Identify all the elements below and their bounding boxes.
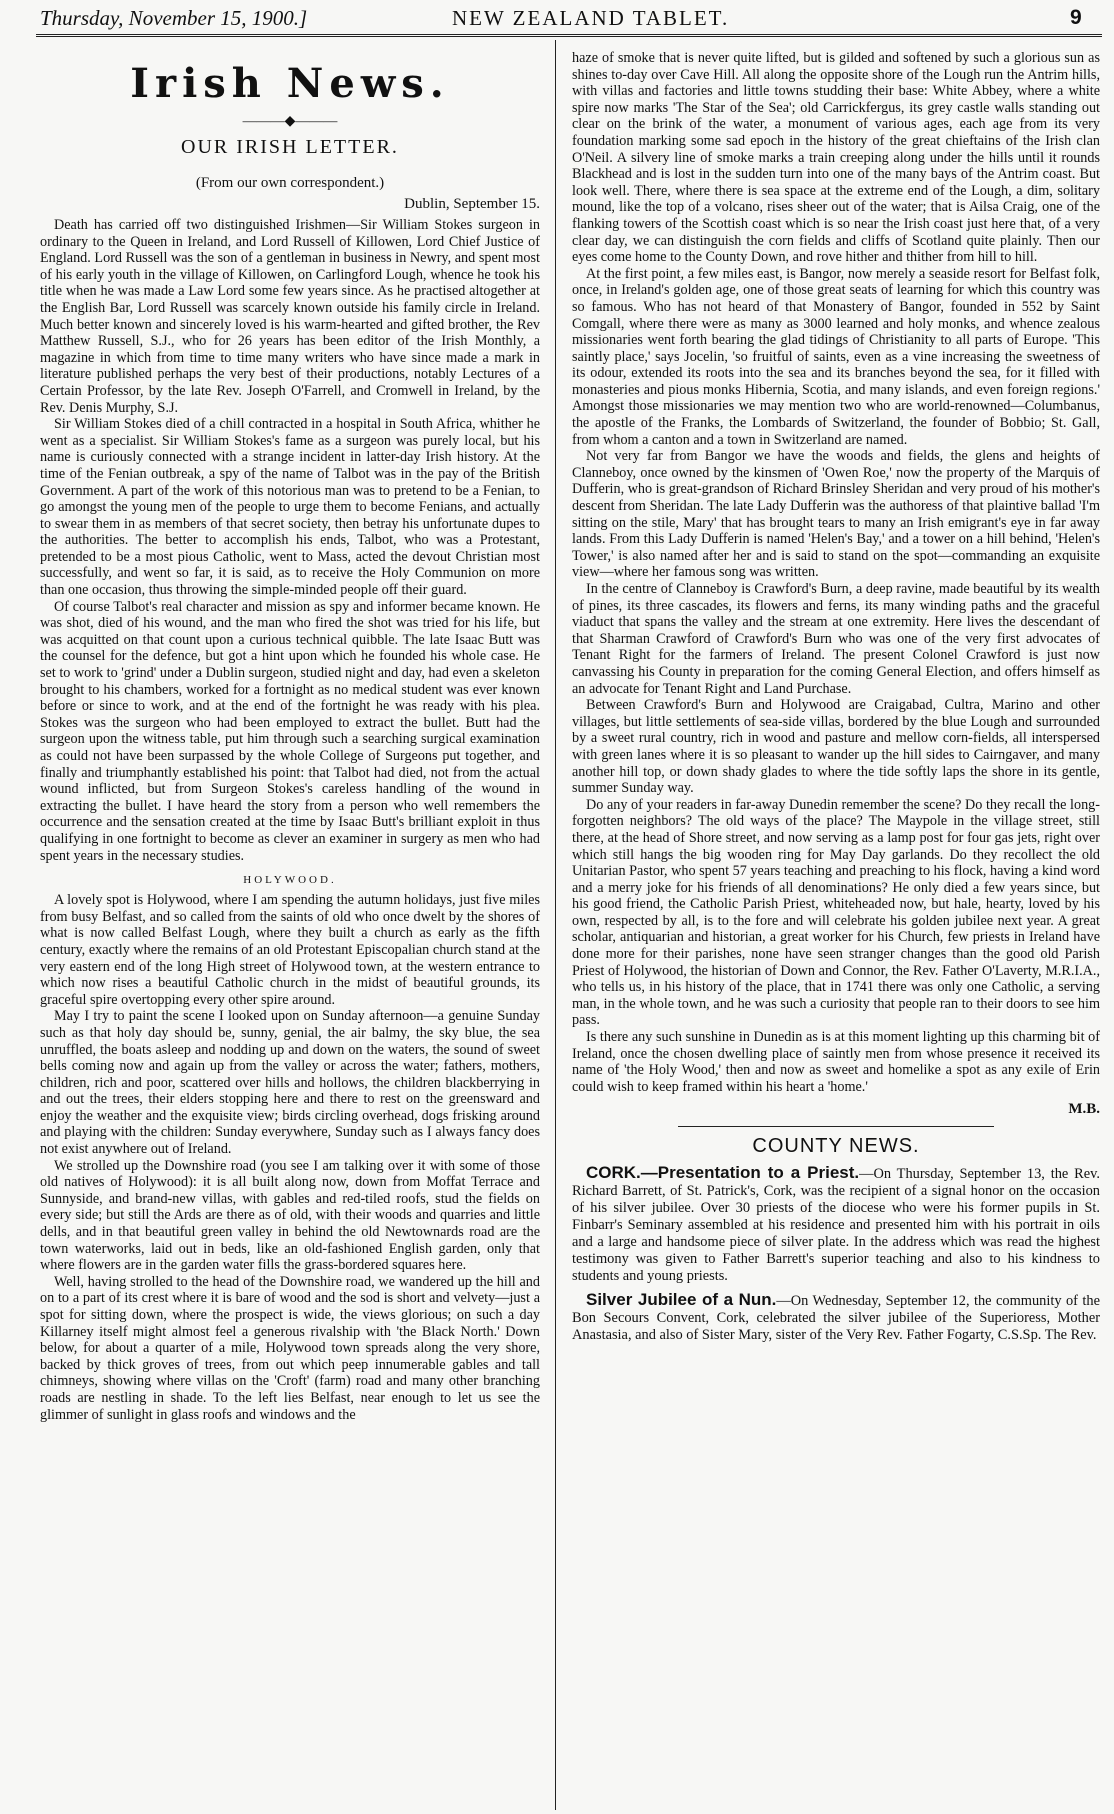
paragraph: We strolled up the Downshire road (you see I am talking over it with some of those old natives of Holywood): it is all built along now, down from Moffat Terrace and Sunnyside, and brand-new villas, with gables and red-tiled roofs, stud the fields on every side; but still the Ards are there as of old, with their woods and quarries and little dells, and in that beautiful green valley in behind the old Newtownards road are the town waterworks, laid out in beds, like an old-fashioned English garden, only that where flowers are in the garden water fills the grass-bordered squares here. (40, 1157, 540, 1274)
header-rule (36, 34, 1102, 37)
news-item (572, 1164, 1100, 1285)
news-item-title: CORK.—Presentation to a Priest. (586, 1163, 860, 1183)
news-item-title: Silver Jubilee of a Nun. (586, 1290, 777, 1310)
column-divider (555, 40, 556, 1810)
paragraph: Death has carried off two distinguished Irishmen—Sir William Stokes surgeon in ordinary to the Queen in Ireland, and Lord Russell of Killowen, Lord Chief Justice of England. Lord Russell was the son of a gentleman in business in Newry, and spent most of his early youth in the village of Killowen, on Carlingford Lough, whence he took his title when he was made a Law Lord some few years since. As he practised altogether at the English Bar, Lord Russell was scarcely known outside his family circle in Ireland. Much better known and sincerely loved is his warm-hearted and gifted brother, the Rev Matthew Russell, S.J., who for 26 years has been editor of the Irish Monthly, a magazine in which from time to time many writers who have since made a mark in literature published perhaps the very best of their productions, notably Lectures of a Certain Professor, by the late Rev. Joseph O'Farrell, and Cromwell in Ireland, by the Rev. Denis Murphy, S.J. (40, 217, 540, 416)
paragraph: Well, having strolled to the head of the Downshire road, we wandered up the hill and on to a part of its crest where it is bare of wood and the sod is short and velvety—just a spot for sitting down, where the prospect is wide, the views glorious; on such a day Killarney itself might almost feel a generous rivalship with 'the Black North.' Down below, for about a quarter of a mile, Holywood town spreads along the very shore, backed by thick groves of trees, from out which peep innumerable gables and tall chimneys, showing where villas on the 'Croft' (farm) road and many other branching roads are nestling in shade. To the left lies Belfast, near enough to let us see the glimmer of sunlight in glass roofs and windows and the (40, 1273, 540, 1423)
article-dateline: Dublin, September 15. (404, 196, 540, 212)
paragraph: At the first point, a few miles east, is Bangor, now merely a seaside resort for Belfast folk, once, in Ireland's golden age, one of those great seats of learning for which this country was so famous. Who has not heard of that Monastery of Bangor, founded in 552 by Saint Comgall, where there were as many as 3000 learned and holy monks, and whence zealous missionaries went forth bearing the glad tidings of Christianity to all parts of Europe. 'This saintly place,' says Jocelin, 'so fruitful of saints, even as a vine increasing the sweetness of its odour, extended its roots into the sea and its branches beyond the sea, for it filled with monasteries and pious monks Hibernia, Scotia, and many islands, and even foreign regions.' Amongst those missionaries we may mention two who are world-renowned—Columbanus, the apostle of the Franks, the Lombards of Switzerland, the founder of Bobbio; St. Gall, from whom a canton and a town in Switzerland are named. (572, 265, 1100, 448)
paragraph: A lovely spot is Holywood, where I am spending the autumn holidays, just five miles from busy Belfast, and so called from the saints of old who once dwelt by the shores of what is now called Belfast Lough, where they built a church as early as the fifth century, exactly where the remains of an old Protestant Episcopalian church stand at the very eastern end of the long High street of Holywood town, at the western entrance to which now rises a beautiful Catholic church in the midst of beautiful grounds, its graceful spire overtopping every other spire around. (40, 892, 540, 1008)
paragraph: Sir William Stokes died of a chill contracted in a hospital in South Africa, whither he went as a specialist. Sir William Stokes's fame as a surgeon was purely local, but his name is curiously connected with a strange incident in latter-day Irish history. At the time of the Fenian outbreak, a spy of the name of Talbot was in the pay of the British Government. A part of the work of this notorious man was to pretend to be a Fenian, to go amongst the young men of the people to urge them to become Fenians, and actually to swear them in as members of that secret society, then betray his unfortunate dupes to the authorities. The better to accomplish his ends, Talbot, who was a Protestant, pretended to be a most pious Catholic, went to Mass, acted the devout Christian most successfully, and went so far, it is said, as to receive the Holy Communion on more than one occasion, thus throwing the simple-minded people off their guard. (40, 416, 540, 599)
news-item-text: —On Wednesday, September 12, the community of the Bon Secours Convent, Cork, celebrated the silver jubilee of the Superioress, Mother Anastasia, and also of Sister Mary, sister of the Very Rev. Father Fogarty, C.S.Sp. The Rev. (572, 1293, 1100, 1344)
author-signature: M.B. (1068, 1101, 1100, 1118)
paragraph: Between Crawford's Burn and Holywood are Craigabad, Cultra, Marino and other villages, but little settlements of sea-side villas, bordered by the blue Lough and surrounded by a sweet rural country, rich in wood and pasture and mellow corn-fields, all interspersed with green lanes where it is so pleasant to wander up the hill sides to Cairngaver, and many another hill top, or down shady glades to where the tide softly laps the shore in its gentle, summer Sunday way. (572, 697, 1100, 797)
county-news-heading: COUNTY NEWS. (752, 1135, 920, 1158)
article-source: (From our own correspondent.) (195, 175, 385, 191)
paragraph: In the centre of Clanneboy is Crawford's Burn, a deep ravine, made beautiful by its wealth of pines, its three cascades, its flowers and ferns, its many winding paths and the graceful viaduct that spans the valley and the stream at one extremity. Here lives the descendant of that Sharman Crawford of Crawford's Burn who was one of the very first advocates of Tenant Right for the farmers of Ireland. The present Colonel Crawford is just now canvassing his County in preparation for the coming General Election, and offers himself as an advocate for Tenant Right and Land Purchase. (572, 581, 1100, 697)
article-subhead: OUR IRISH LETTER. (181, 136, 399, 158)
page-number: 9 (1070, 6, 1082, 29)
paragraph: Of course Talbot's real character and mission as spy and informer became known. He was shot, died of his wound, and the man who fired the shot was tried for his life, but was acquitted on that count upon a curious technical quibble. The late Isaac Butt was the counsel for the defence, but got a hint upon which he founded his whole case. He set to work to 'grind' under a Dublin surgeon, studied night and day, had even a skeleton brought to his chambers, worked for a fortnight as no medical student was ever known before or since to work, and at the end of the fortnight he was ready with his plea. Stokes was the surgeon who had been employed to extract the bullet. Butt had the surgeon upon the witness table, put him through such a searching surgical examination as could not have been surpassed by the whole College of Surgeons put together, and finally and triumphantly established his point: that Talbot had died, not from the actual wound inflicted, but from Surgeon Stokes's careless handling of the wound in extracting the bullet. I have heard the story from a person who well remembers the occurrence and the sensation created at the time by Isaac Butt's brilliant exploit in thus qualifying in one fortnight to become as clever an examiner in surgery as men who had spent years in the necessary studies. (40, 598, 540, 864)
paragraph: Not very far from Bangor we have the woods and fields, the glens and heights of Clanneboy, once owned by the kinsmen of 'Owen Roe,' now the property of the Marquis of Dufferin, who is great-grandson of Richard Brinsley Sheridan and very proud of his mother's descent from Sheridan. The late Lady Dufferin was the authoress of that plaintive ballad 'I'm sitting on the stile, Mary' that has brought tears to many an Irish emigrant's eye in far away lands. From this Lady Dufferin is named 'Helen's Bay,' and a tower on a hill behind, 'Helen's Tower,' is also named after her and is said to stand on the spot—commanding an exquisite view—where her famous song was written. (572, 448, 1100, 581)
issue-date: Thursday, November 15, 1900.] (40, 6, 308, 30)
left-column (40, 50, 540, 1810)
section-masthead: Irish News. (130, 60, 450, 107)
newspaper-title: NEW ZEALAND TABLET. (452, 6, 730, 30)
paragraph-continued: haze of smoke that is never quite lifted, but is gilded and softened by such a glorious sun as shines to-day over Cave Hill. All along the opposite shore of the Lough run the Antrim hills, with villas and factories and little towns studding their base: White Abbey, where a white spire now marks 'The Star of the Sea'; old Carrickfergus, its grey castle walls standing out clear on the brink of the water, a monument of various ages, each age from its very foundation marking some sad epoch in the history of the great chieftains of the Irish clan O'Neil. A silvery line of smoke marks a train creeping along under the hills until it rounds Blackhead and is lost in the sudden turn into one of the many bays of the Antrim coast. But look well. There, where there is sea space at the extreme end of the Lough, a dim, solitary mound, like the top of a volcano, rises sheer out of the water; that is Ailsa Craig, one of the flanking towers of the Scottish coast which is so near the Irish coast just here that, of a very clear day, we can distinguish the corn fields and cliffs of Scotland quite plainly. Then our eyes come home to the County Down, and rove hither and thither from hill to hill. (572, 50, 1100, 266)
ornament-divider: ———◆——— (242, 114, 338, 129)
subsection-heading: HOLYWOOD. (243, 874, 337, 887)
paragraph: Do any of your readers in far-away Dunedin remember the scene? Do they recall the long-forgotten neighbors? The old ways of the place? The Maypole in the village street, still there, at the head of Shore street, and now serving as a lamp post for four gas jets, right over which still hangs the big wooden ring for May Day garlands. Do they recollect the old Unitarian Pastor, who spent 57 years teaching and preaching to his flock, having a kind word and a merry joke for his friends of all denominations? He only died a few years since, but his good friend, the Catholic Parish Priest, whiteheaded now, but hale, hearty, loved by his own, respected by all, is to the fore and will celebrate his golden jubilee next year. A great scholar, antiquarian and historian, a great worker for his Church, few priests in Ireland have done more for their parishes, none have seen stranger changes than the good old Parish Priest of Holywood, the historian of Down and Connor, the Rev. Father O'Laverty, M.R.I.A., who tells us, in his history of the place, that in 1741 there was only one Catholic, a serving man, in the whole town, and he was such a curiosity that people ran to their doors to see him pass. (572, 796, 1100, 1029)
paragraph: May I try to paint the scene I looked upon on Sunday afternoon—a genuine Sunday such as that holy day should be, sunny, genial, the air balmy, the sky blue, the sea unruffled, the boats asleep and nodding up and down on the waters, the sound of sweet bells coming now and again up from the valley or across the water; fathers, mothers, children, rich and poor, scattered over hills and hollows, the children blackberrying in and out the trees, their elders stopping here and there to rest on the greensward and enjoy the weather and the exquisite view; birds circling overhead, dogs frisking around and playing with the children: Sunday everywhere, Sunday such as I always fancy does not exist anywhere out of Ireland. (40, 1008, 540, 1158)
news-item-text: —On Thursday, September 13, the Rev. Richard Barrett, of St. Patrick's, Cork, was the recipient of a signal honor on the occasion of his silver jubilee. Over 30 priests of the diocese who were his former pupils in St. Finbarr's Seminary assembled at his residence and presented him with his portrait in oils and a large and handsome piece of silver plate. In the address which was read the highest testimony was given to Father Barrett's superior teaching and also to his kindness to students and young priests. (572, 1166, 1100, 1285)
section-rule (678, 1126, 995, 1127)
news-item (572, 1291, 1100, 1344)
paragraph: Is there any such sunshine in Dunedin as is at this moment lighting up this charming bit of Ireland, once the chosen dwelling place of saintly men from whose presence it received its name of 'the Holy Wood,' then and now as sweet and homelike a spot as any exile of Erin could wish to keep framed within his heart a 'home.' (572, 1029, 1100, 1095)
right-column (572, 50, 1100, 1810)
